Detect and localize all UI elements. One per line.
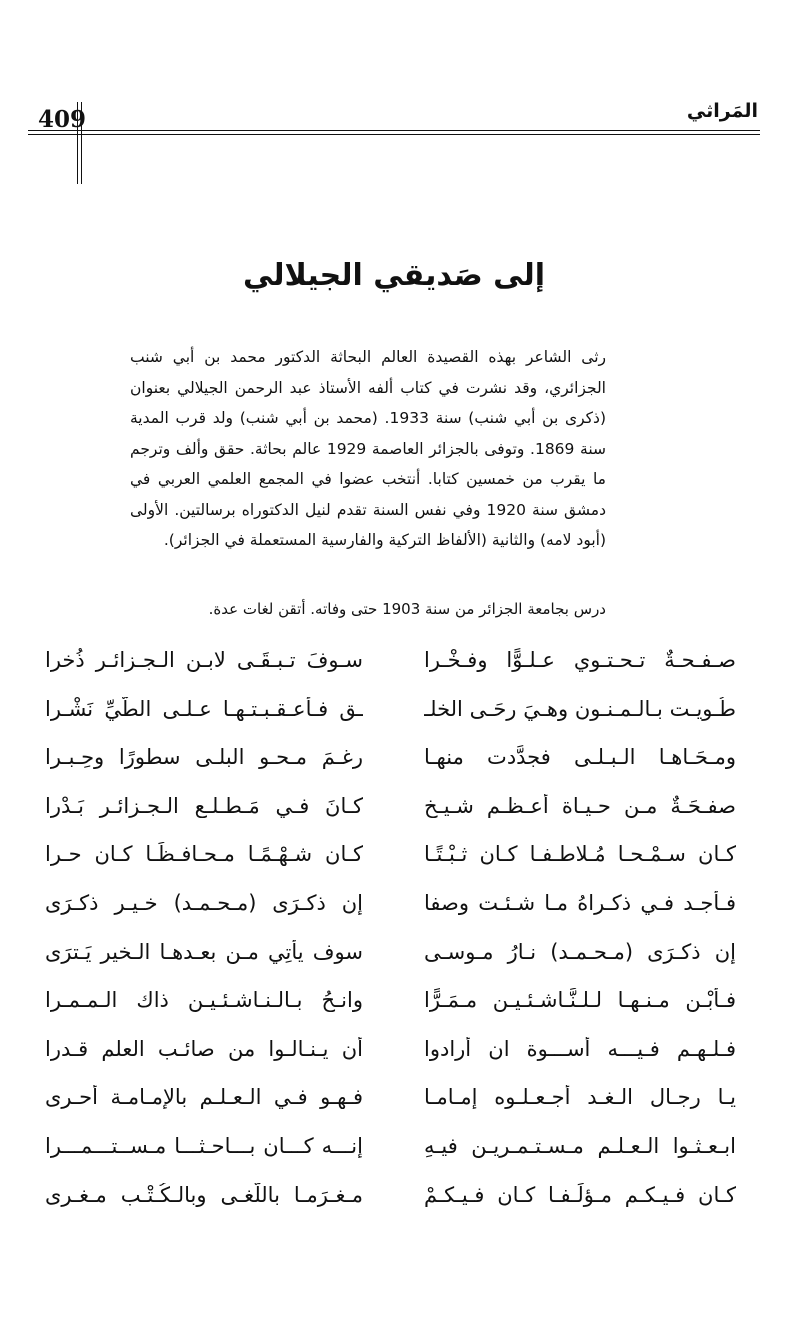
verse-second-hemistich: كـانَ فـي مَـطـلـع الـجـزائـر بَـدْرا bbox=[45, 793, 363, 818]
header-rule bbox=[28, 130, 760, 135]
verse-first-hemistich: فـأبْـنِ مـنـهـا لـلـنَّـاشـئـيـن مـمَـرًّا bbox=[424, 988, 736, 1013]
verse-line bbox=[0, 1037, 788, 1086]
verse-second-hemistich: سـوفَ تـبـقَـى لابـن الـجـزائـر ذُخرا bbox=[45, 648, 363, 672]
verse-first-hemistich: فـأجـد فـي ذكـراهُ مـا شـئـت وصفا bbox=[424, 890, 736, 915]
verse-first-hemistich: كـان فـيـكـم مـؤلِّـفـا كـان فـيـكـمْ bbox=[424, 1182, 736, 1207]
verse-second-hemistich: سوف يأتِي مـن بعـدهـا الـخير يَـترَى bbox=[45, 939, 363, 964]
verse-second-hemistich: ـق فـأعـقـبـتـهـا عـلـى الطَّيِّ نَشْـرا bbox=[45, 696, 363, 721]
verse-first-hemistich: ابـعـثـوا الـعـلـم مـسـتـمـريـن فيـهِ bbox=[424, 1133, 736, 1158]
verse-line bbox=[0, 697, 788, 746]
verse-line bbox=[0, 1183, 788, 1232]
verse-line bbox=[0, 988, 788, 1037]
verse-line bbox=[0, 940, 788, 989]
verse-first-hemistich: صـفـحـةٌ تـحـتـوي عـلـوًّا وفـخْـرا bbox=[424, 648, 736, 672]
verse-second-hemistich: أن يـنـالـوا من صائـب العلم قـدرا bbox=[45, 1036, 363, 1061]
verse-second-hemistich: وانـحُ بـالـنـاشـئـيـن ذاك الـمـمـرا bbox=[45, 988, 363, 1013]
verse-line bbox=[0, 842, 788, 891]
verse-first-hemistich: إن ذكـرَى (مـحـمـد) نـارُ مـوسـى bbox=[424, 939, 736, 964]
running-title: المَراثي bbox=[686, 100, 758, 122]
poem-title: إلى صَديقي الجيلالي bbox=[242, 258, 546, 293]
verse-second-hemistich: كـان شـهْـمًـا مـحـافـظًـا كـان حـرا bbox=[45, 842, 363, 867]
verse-second-hemistich: إن ذكـرَى (مـحـمـد) خـيـر ذكـرَى bbox=[45, 890, 363, 915]
verse-line bbox=[0, 1134, 788, 1183]
intro-note: درس بجامعة الجزائر من سنة 1903 حتى وفاته. أتقن لغات عدة. bbox=[208, 600, 606, 618]
verse-second-hemistich: رغـمَ مـحـوِ البلـى سطورًا وحِـبـرا bbox=[45, 745, 363, 770]
verse-first-hemistich: طُـويـت بـالـمـنـون وهـيَ رحَـى الخلـ bbox=[424, 696, 736, 721]
header-vertical-rule bbox=[77, 102, 82, 184]
verse-second-hemistich: إنـــه كـــان بـــاحـثـــا مـســتـــمـــرا bbox=[45, 1133, 363, 1158]
page-header bbox=[28, 96, 760, 186]
verse-first-hemistich: فـلـهـم فـيـــه أســـوة ان أرادوا bbox=[424, 1036, 736, 1061]
verse-line bbox=[0, 891, 788, 940]
poem-body bbox=[0, 648, 788, 1231]
verse-line bbox=[0, 745, 788, 794]
verse-first-hemistich: كـان سـمْـحـا مُـلاطـفـا كـان ثـبْـتًـا bbox=[424, 842, 736, 867]
verse-first-hemistich: يـا رجـال الـغـد أجـعـلـوه إمـامـا bbox=[424, 1085, 736, 1110]
intro-paragraph: رثى الشاعر بهذه القصيدة العالم البحاثة الدكتور محمد بن أبي شنب الجزائري، وقد نشرت في كتاب ألفه الأستاذ عبد الرحمن الجيلالي بعنوان (ذكرى بن أبي شنب) سنة 1933. (محمد بن أبي شنب) ولد قرب المدية سنة 1869. وتوفى بالجزائر العاصمة 1929 عالم بحاثة. حقق وألف وترجم ما يقرب من خمسين كتابا. أنتخب عضوا في المجمع العلمي العربي في دمشق سنة 1920 وفي نفس السنة تقدم لنيل الدكتوراه برسالتين. الأولى (أبود لامه) والثانية (الألفاظ التركية والفارسية المستعملة في الجزائر). bbox=[130, 348, 606, 549]
verse-second-hemistich: فـهـو فـي الـعـلـم بالإمـامـة أحـرى bbox=[45, 1085, 363, 1110]
verse-line bbox=[0, 1085, 788, 1134]
page-number: 409 bbox=[38, 106, 87, 133]
verse-second-hemistich: مـغـرَمـا باللُّغـى وبالـكُـتْـب مـغـرى bbox=[45, 1182, 363, 1207]
verse-line bbox=[0, 648, 788, 697]
verse-first-hemistich: ومـحَـاهـا الـبـلـى فجدَّدت منهـا bbox=[424, 745, 736, 770]
verse-first-hemistich: صفـحَـةٌ مـن حـيـاة أعـظـم شـيـخ bbox=[424, 793, 736, 818]
verse-line bbox=[0, 794, 788, 843]
